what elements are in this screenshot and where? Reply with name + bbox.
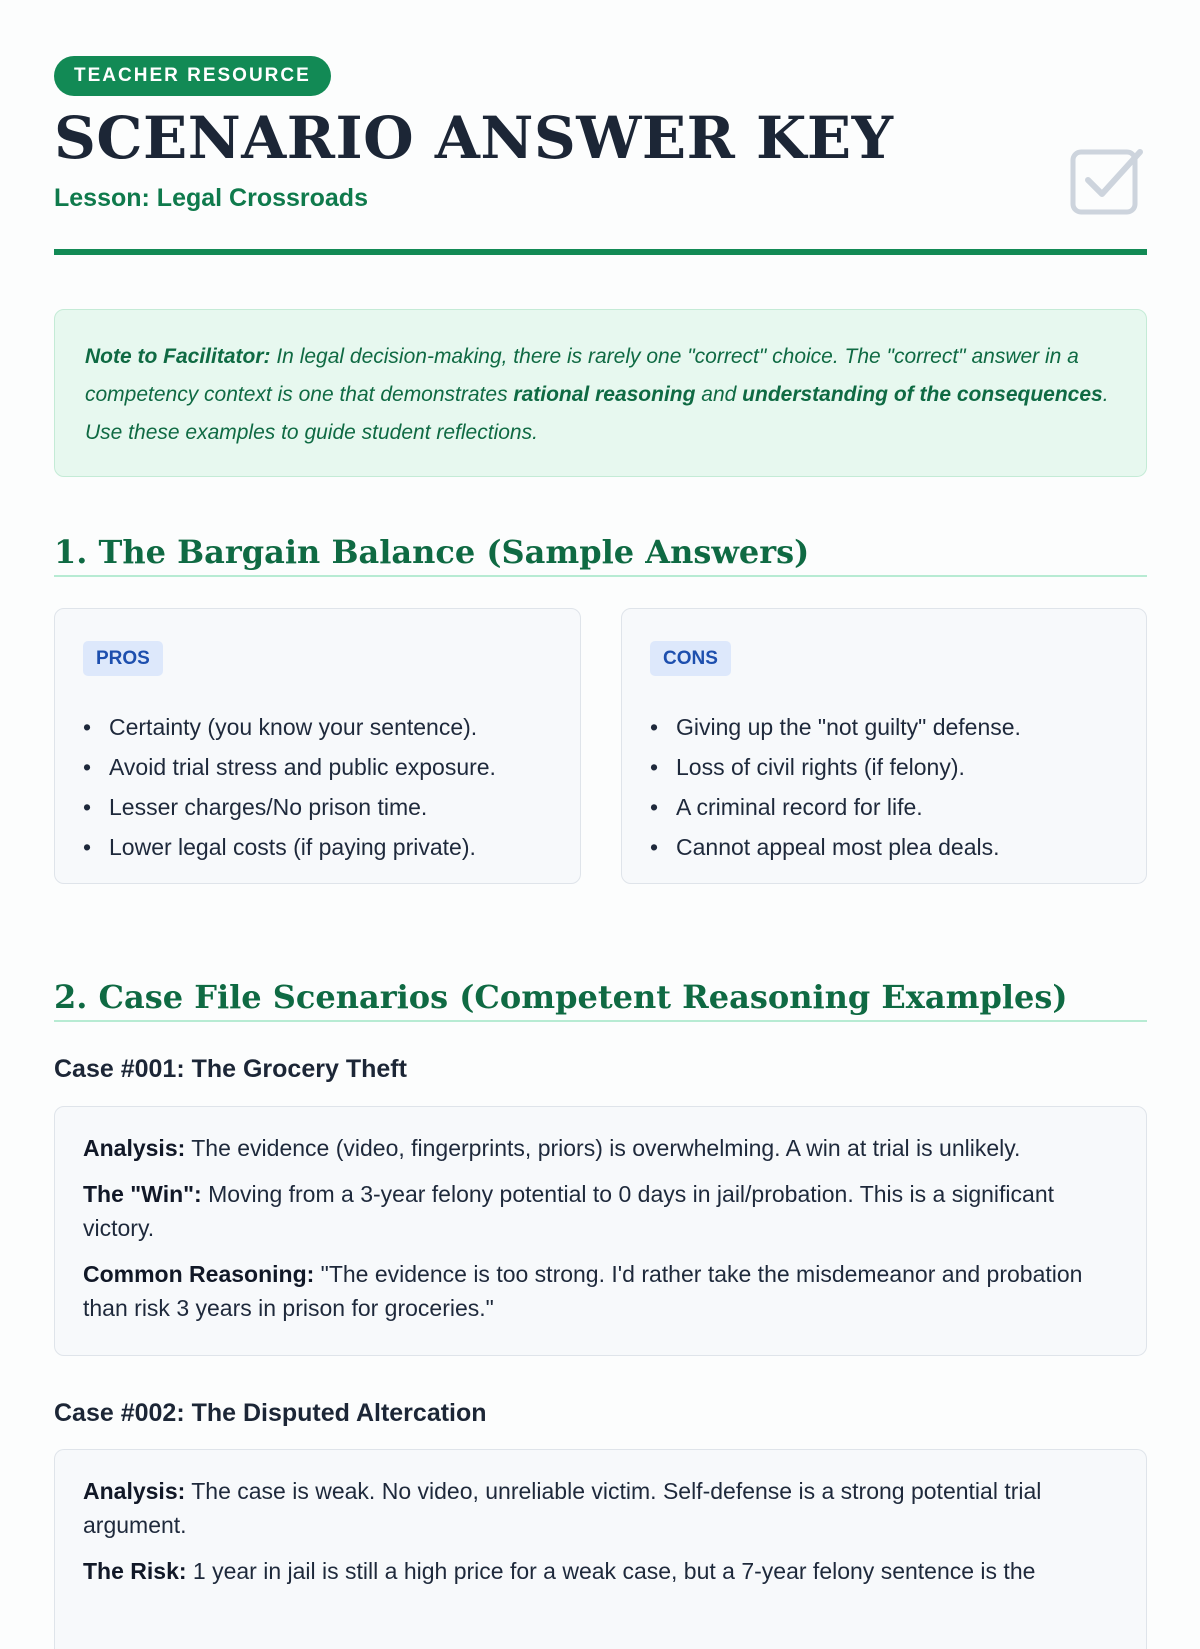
- case-row-label: The Risk:: [83, 1558, 187, 1584]
- lesson-subtitle: Lesson: Legal Crossroads: [54, 184, 368, 212]
- list-item: • A criminal record for life.: [650, 787, 1021, 827]
- list-item: • Certainty (you know your sentence).: [83, 707, 496, 747]
- teacher-resource-badge: TEACHER RESOURCE: [54, 56, 331, 96]
- case-001-title: Case #001: The Grocery Theft: [54, 1055, 407, 1083]
- note-lead: Note to Facilitator:: [85, 345, 271, 368]
- case-row-text: 1 year in jail is still a high price for a weak case, but a 7-year felony sentence is the: [186, 1558, 1036, 1584]
- pros-list: [83, 707, 496, 867]
- case-row-label: Analysis:: [83, 1478, 186, 1504]
- case-row-text: "The evidence is too strong. I'd rather take the misdemeanor and probation than risk 3 years in prison for groceries.": [83, 1261, 1083, 1321]
- pros-card: [54, 608, 581, 884]
- case-row-text: Moving from a 3-year felony potential to 0 days in jail/probation. This is a significant victory.: [83, 1181, 1054, 1241]
- list-item: • Lower legal costs (if paying private).: [83, 827, 496, 867]
- list-item: • Avoid trial stress and public exposure.: [83, 747, 496, 787]
- note-text-1: In legal decision-making, there is rarely one "correct" choice. The "correct" answer in a competency context is one that demonstrates: [85, 345, 1079, 406]
- header-divider: [54, 249, 1147, 255]
- section-2-heading: 2. Case File Scenarios (Competent Reasoning Examples): [54, 978, 1147, 1022]
- case-row-text: The case is weak. No video, unreliable victim. Self-defense is a strong potential trial argument.: [83, 1478, 1042, 1538]
- pros-label: PROS: [83, 641, 163, 676]
- case-row: [83, 1257, 1113, 1325]
- checkbox-checked-icon: [1070, 146, 1146, 218]
- case-row: [83, 1131, 1113, 1165]
- list-item: • Loss of civil rights (if felony).: [650, 747, 1021, 787]
- note-emphasis-2: understanding of the consequences: [742, 383, 1103, 406]
- cons-card: [621, 608, 1147, 884]
- note-text-2: and: [695, 383, 743, 406]
- case-row: [83, 1177, 1113, 1245]
- case-row: [83, 1554, 1113, 1588]
- cons-label: CONS: [650, 641, 731, 676]
- case-row-label: The "Win":: [83, 1181, 202, 1207]
- note-emphasis-1: rational reasoning: [513, 383, 696, 406]
- case-row-label: Analysis:: [83, 1135, 186, 1161]
- list-item: • Giving up the "not guilty" defense.: [650, 707, 1021, 747]
- list-item: • Cannot appeal most plea deals.: [650, 827, 1021, 867]
- case-row: [83, 1474, 1113, 1542]
- facilitator-note: [54, 309, 1147, 477]
- case-row-label: Common Reasoning:: [83, 1261, 315, 1287]
- section-1-heading: 1. The Bargain Balance (Sample Answers): [54, 533, 1147, 577]
- case-002-card: [54, 1449, 1147, 1649]
- case-002-title: Case #002: The Disputed Altercation: [54, 1399, 487, 1427]
- note-text-3: . Use these examples to guide student reflections.: [85, 383, 1109, 444]
- case-row-text: The evidence (video, fingerprints, priors) is overwhelming. A win at trial is unlikely.: [185, 1135, 1021, 1161]
- list-item: • Lesser charges/No prison time.: [83, 787, 496, 827]
- cons-list: [650, 707, 1021, 867]
- case-001-card: [54, 1106, 1147, 1356]
- page-title: SCENARIO ANSWER KEY: [54, 104, 894, 172]
